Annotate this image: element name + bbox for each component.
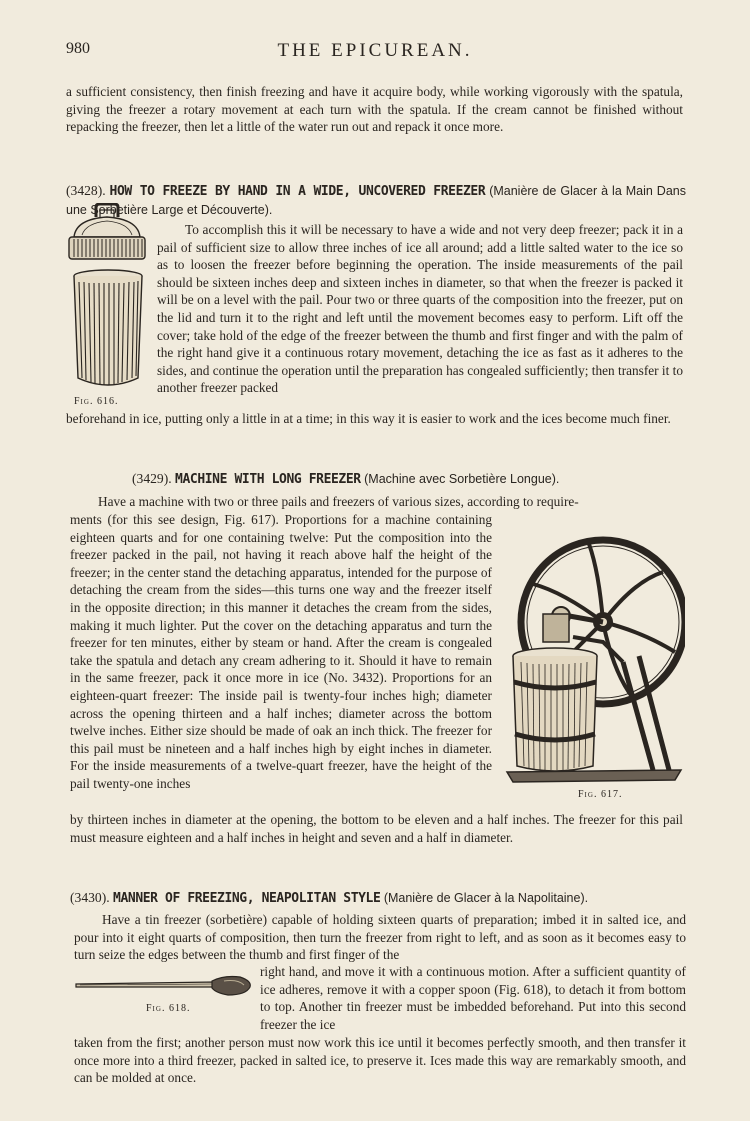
section-french-title: (Manière de Glacer à la Main Dans une Sorbetière Large et Découverte). [66, 184, 686, 217]
freezer-lid-illustration [66, 203, 148, 263]
section-3429-body: ments (for this see design, Fig. 617). Proportions for a machine containing eighteen quarts and for one containing twelve: Put the composition into the freezer packed in the pail, not having it reach above half the height of the freezer; in the center stand the detaching apparatus, intended for the purpose of detaching the cream from the sides—this turns one way and the freezer itself in the opposite direction; in this manner it detaches the cream from the sides, making it much lighter. Put the cover on the detaching apparatus and turn the freezer for ten minutes, either by steam or hand. After the cream is congealed take the spatula and detach any cream adhering to it. Should it have to remain in the same freezer, pack it once more in ice (No. 3432). Proportions for an eighteen-quart freezer: The inside pail is twenty-four inches high; diameter across the opening thirteen and a half inches; diameter across the bottom twelve inches. Either size should be made of oak an inch thick. The freezer for this pail must be nineteen and a half inches high by eight inches in diameter. For the inside measurements of a twelve-quart freezer, have the height of the pail twenty-one inches [70, 512, 492, 791]
freezing-machine-illustration [503, 522, 685, 784]
section-3428-body: To accomplish this it will be necessary to have a wide and not very deep freezer; pack it in a pail of sufficient size to allow three inches of ice all around; add a little salted water to the ice so as to loosen the freezer before beginning the operation. The inside measurements of the pail should be sixteen inches deep and sixteen inches in diameter, so that when the freezer is packed it will be on a level with the pail. Pour two or three quarts of the composition into the freezer, put on the lid and turn it to the right and left until the movement becomes easy to perform. Lift off the cover; take hold of the edge of the freezer between the thumb and first finger and with the palm of the right hand give it a continuous rotary movement, detaching the ice as fast as it adheres to the sides, and continue the operation until the preparation has congealed sufficiently; then transfer it to another freezer packed [157, 222, 683, 396]
section-3429-lead: Have a machine with two or three pails and freezers of various sizes, according to require- [98, 494, 579, 509]
section-heading-3429 [132, 470, 692, 489]
figure-caption-616: Fig. 616. [74, 396, 119, 407]
figure-caption-618: Fig. 618. [146, 1003, 191, 1014]
section-3428-body-continued: beforehand in ice, putting only a little in at a time; in this way it is easier to work and the ices become much finer. [66, 411, 671, 426]
section-3430-body-beside-figure: right hand, and move it with a continuous motion. After a sufficient quantity of ice adheres, remove it with a copper spoon (Fig. 618), to detach it from bottom to top. Another tin freezer must be imbedded beforehand. Put into this second freezer the ice [260, 964, 686, 1032]
section-title: HOW TO FREEZE BY HAND IN A WIDE, UNCOVERED FREEZER [109, 184, 486, 199]
wide-freezer-illustration [70, 268, 146, 392]
running-title: THE EPICUREAN. [277, 40, 473, 61]
figure-caption-617: Fig. 617. [578, 789, 623, 800]
section-title: MANNER OF FREEZING, NEAPOLITAN STYLE [113, 891, 381, 906]
intro-paragraph: a sufficient consistency, then finish freezing and have it acquire body, while working vigorously with the spatula, giving the freezer a rotary movement at each turn with the spatula. If the cream cannot be finished without repacking the freezer, then let a little of the water run out and repack it once more. [66, 84, 683, 135]
section-number: (3428). [66, 183, 106, 198]
section-3430-body: Have a tin freezer (sorbetière) capable of holding sixteen quarts of preparation; imbed it in salted ice, and pour into it eight quarts of composition, then turn the freezer from right to left, and as soon as it becomes easy to turn seize the edges between the thumb and first finger of the [74, 912, 686, 963]
section-number: (3429). [132, 471, 172, 486]
section-3430-body-continued: taken from the first; another person must now work this ice until it becomes perfectly smooth, and then transfer it once more into a third freezer, packed in salted ice, to preserve it. Ices made this way are remarkably smooth, and can be molded at once. [74, 1035, 686, 1086]
section-heading-3430 [70, 889, 690, 908]
running-head [66, 40, 684, 64]
section-3429-body-continued: by thirteen inches in diameter at the opening, the bottom to be eleven and a half inches. The freezer for this pail must measure eighteen and a half inches in height and seven and a half in diameter. [70, 812, 683, 845]
section-title: MACHINE WITH LONG FREEZER [175, 472, 361, 487]
section-number: (3430). [70, 890, 110, 905]
section-heading-3428 [66, 182, 686, 219]
section-french-title: (Machine avec Sorbetière Longue). [364, 472, 560, 486]
page-number: 980 [66, 40, 90, 57]
copper-spoon-illustration [74, 973, 254, 999]
section-french-title: (Manière de Glacer à la Napolitaine). [383, 891, 589, 905]
